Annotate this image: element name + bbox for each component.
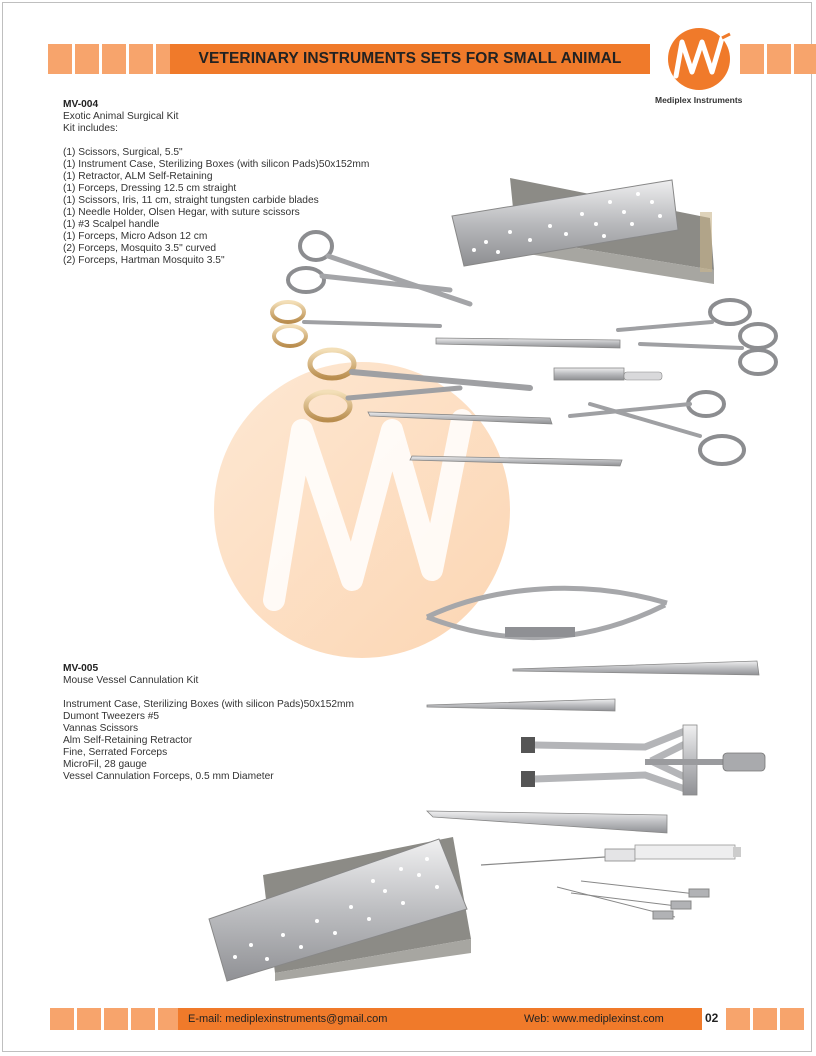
microfil-syringe [481, 845, 741, 865]
sterilizing-box [209, 837, 471, 981]
header-decor-right [740, 44, 816, 74]
vannas-scissors [427, 588, 667, 637]
kit-item: Instrument Case, Sterilizing Boxes (with silicon Pads)50x152mm [63, 699, 355, 710]
kit-item: Alm Self-Retaining Retractor [63, 735, 193, 746]
kit-item: (1) Retractor, ALM Self-Retaining [63, 171, 213, 182]
kit-item: (2) Forceps, Mosquito 3.5" curved [63, 243, 217, 254]
mosquito-forceps [570, 300, 776, 464]
kit-item: (1) #3 Scalpel handle [63, 219, 160, 230]
brand-name: Mediplex Instruments [655, 95, 743, 105]
kit-item: (1) Scissors, Iris, 11 cm, straight tungsten carbide blades [63, 195, 319, 206]
kit-item: (1) Instrument Case, Sterilizing Boxes (with silicon Pads)50x152mm [63, 159, 370, 170]
kit-intro: Kit includes: [63, 123, 118, 134]
surgical-scissors [288, 232, 470, 304]
kit-name: Mouse Vessel Cannulation Kit [63, 675, 199, 686]
dressing-forceps [368, 412, 552, 424]
cannulation-forceps [427, 811, 667, 833]
iris-scissors [272, 302, 440, 346]
adson-forceps [410, 456, 622, 466]
footer-decor-left [50, 1008, 182, 1030]
footer-bar [178, 1008, 702, 1030]
page-title: VETERINARY INSTRUMENTS SETS FOR SMALL ANIMAL [198, 50, 622, 67]
dumont-tweezers [513, 661, 759, 675]
kit-code: MV-004 [63, 99, 99, 110]
alm-retractor [554, 368, 662, 380]
scalpel-handle [436, 338, 620, 348]
kit-item: MicroFil, 28 gauge [63, 759, 147, 770]
kit-item: Fine, Serrated Forceps [63, 747, 168, 758]
kit-item: (1) Needle Holder, Olsen Hegar, with suture scissors [63, 207, 300, 218]
mv-005-instruments-photo [205, 575, 775, 985]
serrated-forceps [427, 699, 615, 711]
brand-logo-icon [662, 26, 736, 92]
footer-web[interactable]: Web: www.mediplexinst.com [524, 1013, 664, 1025]
kit-item: (1) Forceps, Dressing 12.5 cm straight [63, 183, 237, 194]
kit-name: Exotic Animal Surgical Kit [63, 111, 179, 122]
footer-decor-right [726, 1008, 804, 1030]
header-decor-left [48, 44, 180, 74]
cannulation-needles [557, 881, 709, 919]
kit-item: (2) Forceps, Hartman Mosquito 3.5" [63, 255, 225, 266]
kit-item: Dumont Tweezers #5 [63, 711, 160, 722]
page-number: 02 [705, 1011, 719, 1025]
footer-email[interactable]: E-mail: mediplexinstruments@gmail.com [188, 1013, 388, 1025]
mv-004-instruments-photo [260, 172, 780, 482]
kit-item: (1) Scissors, Surgical, 5.5" [63, 147, 183, 158]
kit-item: Vessel Cannulation Forceps, 0.5 mm Diameter [63, 771, 274, 782]
needle-holder [306, 350, 530, 420]
kit-item: (1) Forceps, Micro Adson 12 cm [63, 231, 208, 242]
sterilizing-box [452, 178, 714, 284]
alm-retractor [521, 725, 765, 795]
kit-code: MV-005 [63, 663, 99, 674]
kit-item: Vannas Scissors [63, 723, 139, 734]
header-bar [170, 44, 650, 74]
